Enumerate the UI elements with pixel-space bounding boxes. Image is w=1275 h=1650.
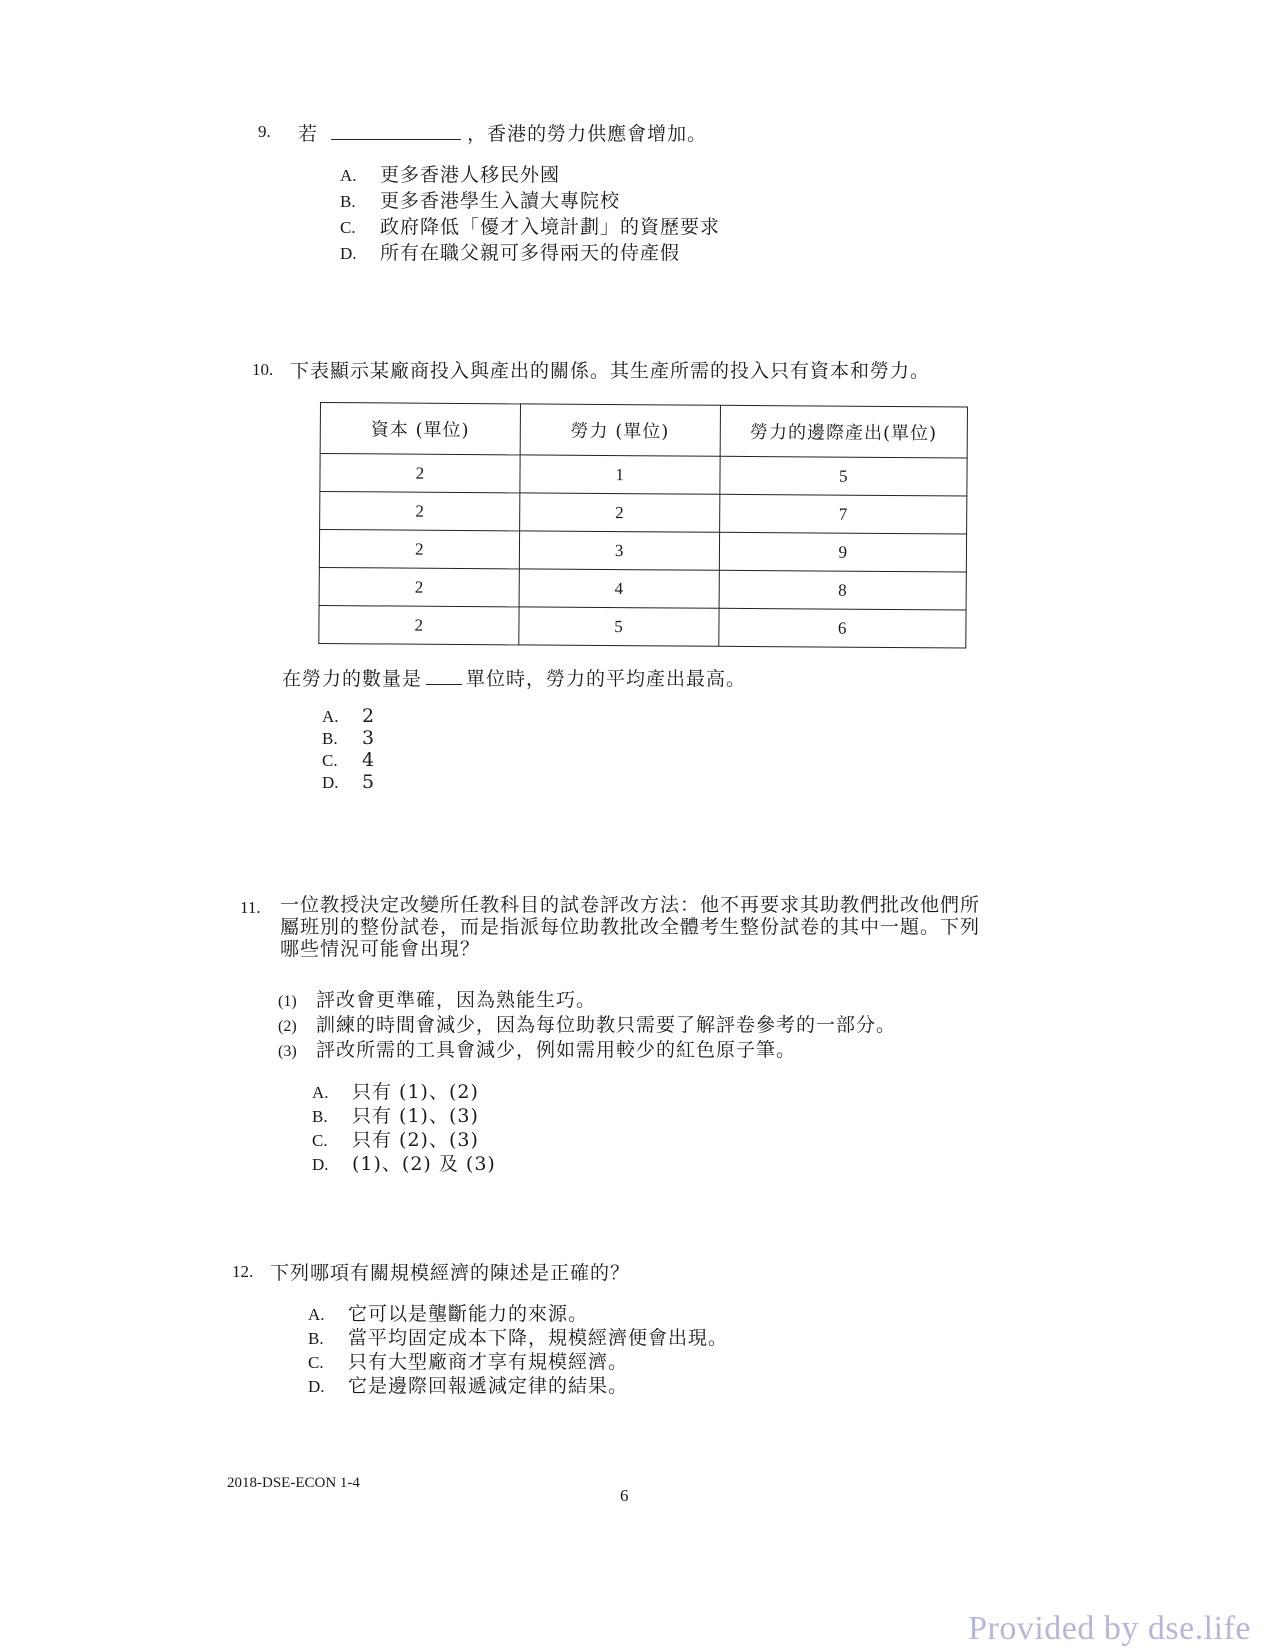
question-10 xyxy=(252,360,1052,800)
question-number: 11. xyxy=(240,898,261,917)
option-c: C. 4 xyxy=(322,749,376,771)
question-number: 9. xyxy=(258,122,271,141)
answer-blank xyxy=(426,684,462,685)
paper-code: 2018-DSE-ECON 1-4 xyxy=(227,1475,360,1491)
header-capital: 資本 (單位) xyxy=(320,403,520,455)
header-labour: 勞力 (單位) xyxy=(520,404,720,456)
option-a: A. 只有 (1)、(2) xyxy=(312,1081,479,1103)
options-list xyxy=(322,705,375,793)
question-stem xyxy=(298,119,707,146)
option-d: D. 所有在職父親可多得兩天的侍產假 xyxy=(340,242,681,264)
stem-text-before: 若 xyxy=(298,123,319,145)
option-d: D. (1)、(2) 及 (3) xyxy=(312,1153,496,1175)
option-a: A. 2 xyxy=(322,705,376,727)
options-list xyxy=(308,1302,728,1398)
question-12 xyxy=(232,1262,1052,1422)
stem-line: 哪些情況可能會出現？ xyxy=(280,938,481,960)
option-c: C. 只有 (2)、(3) xyxy=(312,1129,479,1151)
watermark-text: Provided by dse.life xyxy=(968,1610,1251,1647)
question-number: 10. xyxy=(252,360,274,379)
question-stem: 下列哪項有關規模經濟的陳述是正確的？ xyxy=(270,1262,631,1284)
table-row: 2 4 8 xyxy=(319,567,966,610)
option-b: B. 只有 (1)、(3) xyxy=(312,1105,479,1127)
answer-blank xyxy=(331,139,461,140)
options-list xyxy=(312,1080,496,1176)
options-list xyxy=(340,162,720,266)
option-b: B. 更多香港學生入讀大專院校 xyxy=(340,190,621,212)
option-c: C. 政府降低「優才入境計劃」的資歷要求 xyxy=(340,216,721,238)
question-stem xyxy=(280,894,980,960)
option-a: A. 更多香港人移民外國 xyxy=(340,164,561,186)
statements-list xyxy=(278,988,896,1063)
header-marginal-product: 勞力的邊際產出(單位) xyxy=(720,405,968,458)
option-b: B. 3 xyxy=(322,727,376,749)
option-d: D. 它是邊際回報遞減定律的結果。 xyxy=(308,1375,629,1397)
table-row: 2 3 9 xyxy=(319,530,966,573)
option-a: A. 它可以是壟斷能力的來源。 xyxy=(308,1303,589,1325)
question-stem: 下表顯示某廠商投入與產出的關係。其生產所需的投入只有資本和勞力。 xyxy=(290,360,931,382)
stem-line: 屬班別的整份試卷，而是指派每位助教批改全體考生整份試卷的其中一題。下列 xyxy=(280,916,981,938)
followup-question: 在勞力的數量是 單位時，勞力的平均產出最高。 xyxy=(282,668,747,690)
input-output-table xyxy=(318,402,968,649)
table-header-row xyxy=(320,403,967,459)
stem-line: 一位教授決定改變所任教科目的試卷評改方法：他不再要求其助教們批改他們所 xyxy=(280,894,981,916)
question-number: 12. xyxy=(232,1262,254,1281)
option-d: D. 5 xyxy=(322,771,376,793)
statement-2: (2) 訓練的時間會減少，因為每位助教只需要了解評卷參考的一部分。 xyxy=(278,1014,897,1036)
table-row: 2 2 7 xyxy=(320,492,967,535)
option-b: B. 當平均固定成本下降，規模經濟便會出現。 xyxy=(308,1327,729,1349)
table-row: 2 5 6 xyxy=(319,605,966,648)
stem-text-after: ，香港的勞力供應會增加。 xyxy=(467,123,708,145)
page-number: 6 xyxy=(620,1486,629,1505)
table-row: 2 1 5 xyxy=(320,454,967,497)
statement-3: (3) 評改所需的工具會減少，例如需用較少的紅色原子筆。 xyxy=(278,1039,797,1061)
option-c: C. 只有大型廠商才享有規模經濟。 xyxy=(308,1351,629,1373)
question-9 xyxy=(258,122,1058,282)
question-11 xyxy=(240,894,1060,1188)
statement-1: (1) 評改會更準確，因為熟能生巧。 xyxy=(278,989,597,1011)
